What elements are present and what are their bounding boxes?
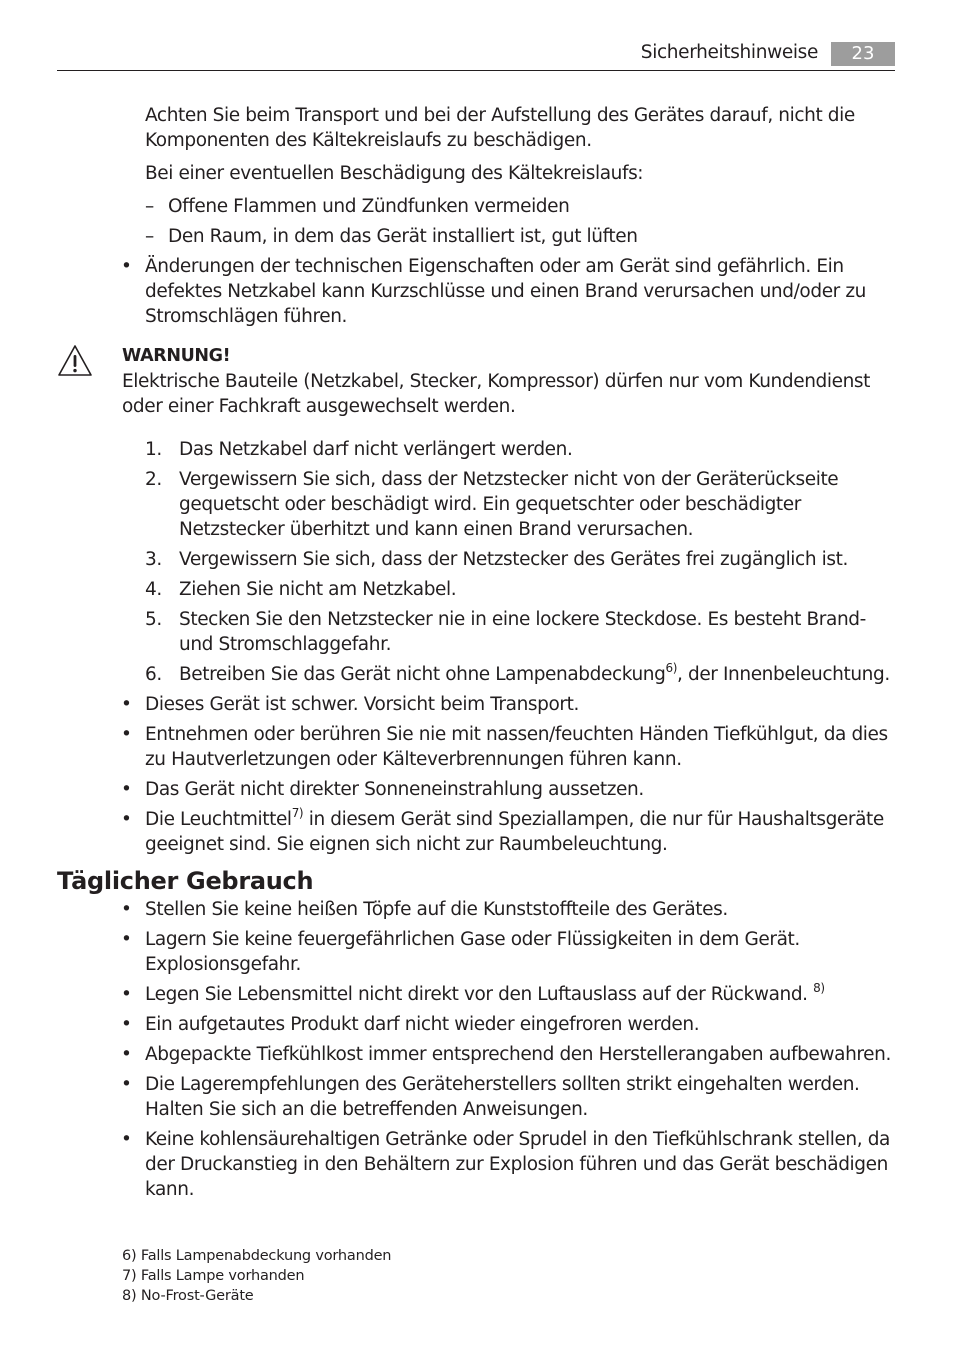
text-run: Legen Sie Lebensmittel nicht direkt vor den Luftauslass auf der Rückwand.: [145, 984, 814, 1005]
bullet-list-text: Entnehmen oder berühren Sie nie mit nassen/feuchten Händen Tiefkühlgut, da dies zu Hautverletzungen oder Kälteverbrennungen führen kann.: [145, 724, 888, 770]
text-run: in diesem Gerät sind Speziallampen, die nur für Haushaltsgeräte geeignet sind. Sie eignen sich nicht zur Raumbeleuchtung.: [145, 809, 884, 855]
warning-notice: [122, 344, 895, 419]
bullet-marker: •: [121, 724, 132, 745]
page-body: [57, 103, 895, 1207]
bullet-list-item: [121, 897, 895, 922]
footnote-reference: 8): [813, 980, 825, 995]
bullet-list-item: [121, 1072, 895, 1122]
section-heading: Täglicher Gebrauch: [57, 867, 314, 895]
bullet-list-item: [121, 1127, 895, 1202]
dash-list-text: Offene Flammen und Zündfunken vermeiden: [168, 196, 570, 217]
numbered-list-text: Ziehen Sie nicht am Netzkabel.: [179, 579, 457, 600]
bullet-list-text: Ein aufgetautes Produkt darf nicht wieder eingefroren werden.: [145, 1014, 700, 1035]
footnote: 7) Falls Lampe vorhanden: [122, 1268, 305, 1284]
bullet-list-text: [145, 805, 884, 855]
bullet-marker: •: [121, 929, 132, 950]
bullet-list-item: [121, 980, 895, 1007]
numbered-list-text: [179, 660, 890, 685]
list-number: 4.: [145, 579, 162, 600]
numbered-list-text: Vergewissern Sie sich, dass der Netzstecker des Gerätes frei zugänglich ist.: [179, 549, 848, 570]
bullet-marker: •: [121, 1129, 132, 1150]
warning-text: Elektrische Bauteile (Netzkabel, Stecker, Kompressor) dürfen nur vom Kundendienst oder einer Fachkraft ausgewechselt werden.: [122, 371, 871, 417]
footnote-reference: 6): [665, 660, 678, 675]
bullet-list-text: [145, 980, 825, 1005]
bullet-marker: •: [121, 1014, 132, 1035]
warning-heading: WARNUNG!: [122, 346, 231, 366]
numbered-list-text: Stecken Sie den Netzstecker nie in eine lockere Steckdose. Es besteht Brand- und Stromschlaggefahr.: [179, 609, 866, 655]
bullet-marker: •: [121, 1044, 132, 1065]
numbered-list-item: [145, 607, 895, 657]
dash-list-item: [145, 194, 895, 219]
paragraph: Achten Sie beim Transport und bei der Aufstellung des Gerätes darauf, nicht die Komponenten des Kältekreislaufs zu beschädigen.: [145, 105, 855, 151]
footnote: 8) No-Frost-Geräte: [122, 1288, 254, 1304]
bullet-list-item: [121, 1012, 895, 1037]
numbered-list-item: [145, 467, 895, 542]
header-divider: [57, 70, 895, 71]
list-number: 2.: [145, 469, 162, 490]
dash-marker: –: [145, 226, 154, 247]
bullet-list-item: [121, 805, 895, 857]
text-run: , der Innenbeleuchtung.: [677, 664, 890, 685]
footnote-reference: 7): [291, 805, 304, 820]
bullet-marker: •: [121, 899, 132, 920]
bullet-list-text: Abgepackte Tiefkühlkost immer entsprechend den Herstellerangaben aufbewahren.: [145, 1044, 891, 1065]
bullet-list-text: Lagern Sie keine feuergefährlichen Gase oder Flüssigkeiten in dem Gerät. Explosionsgefahr.: [145, 929, 800, 975]
dash-marker: –: [145, 196, 154, 217]
numbered-list-item: [145, 577, 895, 602]
bullet-marker: •: [121, 694, 132, 715]
paragraph: Bei einer eventuellen Beschädigung des Kältekreislaufs:: [145, 163, 644, 184]
bullet-list-item: [121, 1042, 895, 1067]
bullet-list-text: Keine kohlensäurehaltigen Getränke oder Sprudel in den Tiefkühlschrank stellen, da der Druckanstieg in den Behältern zur Explosion führen und das Gerät beschädigen kann.: [145, 1129, 890, 1200]
list-number: 6.: [145, 664, 162, 685]
running-header: Sicherheitshinweise: [640, 42, 818, 63]
footnotes: [122, 1246, 391, 1306]
dash-list-item: [145, 224, 895, 249]
bullet-list-item: [121, 777, 895, 802]
page-number: 23: [831, 42, 895, 66]
warning-triangle-icon: [57, 344, 93, 377]
bullet-marker: •: [121, 984, 132, 1005]
numbered-list-item: [145, 437, 895, 462]
bullet-list-text: Änderungen der technischen Eigenschaften oder am Gerät sind gefährlich. Ein defektes Netzkabel kann Kurzschlüsse und einen Brand verursachen und/oder zu Stromschlägen führen.: [145, 256, 867, 327]
bullet-list-text: Die Lagerempfehlungen des Geräteherstellers sollten strikt eingehalten werden. Halten Sie sich an die betreffenden Anweisungen.: [145, 1074, 860, 1120]
bullet-marker: •: [121, 256, 132, 277]
numbered-list-text: Vergewissern Sie sich, dass der Netzstecker nicht von der Geräterückseite gequetscht oder beschädigt wird. Ein gequetschter oder beschädigter Netzstecker überhitzt und kann einen Brand verursachen.: [179, 469, 839, 540]
bullet-list-text: Dieses Gerät ist schwer. Vorsicht beim Transport.: [145, 694, 579, 715]
bullet-list-text: Das Gerät nicht direkter Sonneneinstrahlung aussetzen.: [145, 779, 644, 800]
numbered-list-text: Das Netzkabel darf nicht verlängert werden.: [179, 439, 573, 460]
list-number: 3.: [145, 549, 162, 570]
bullet-list-item: [121, 254, 895, 329]
dash-list-text: Den Raum, in dem das Gerät installiert ist, gut lüften: [168, 226, 638, 247]
list-number: 1.: [145, 439, 162, 460]
bullet-marker: •: [121, 779, 132, 800]
bullet-list-item: [121, 722, 895, 772]
numbered-list-item: [145, 547, 895, 572]
bullet-list-text: Stellen Sie keine heißen Töpfe auf die Kunststoffteile des Gerätes.: [145, 899, 728, 920]
text-run: Betreiben Sie das Gerät nicht ohne Lampenabdeckung: [179, 664, 666, 685]
bullet-marker: •: [121, 1074, 132, 1095]
bullet-marker: •: [121, 809, 132, 830]
footnote: 6) Falls Lampenabdeckung vorhanden: [122, 1248, 392, 1264]
text-run: Die Leuchtmittel: [145, 809, 292, 830]
numbered-list-item: [145, 660, 895, 687]
bullet-list-item: [121, 692, 895, 717]
bullet-list-item: [121, 927, 895, 977]
list-number: 5.: [145, 609, 162, 630]
